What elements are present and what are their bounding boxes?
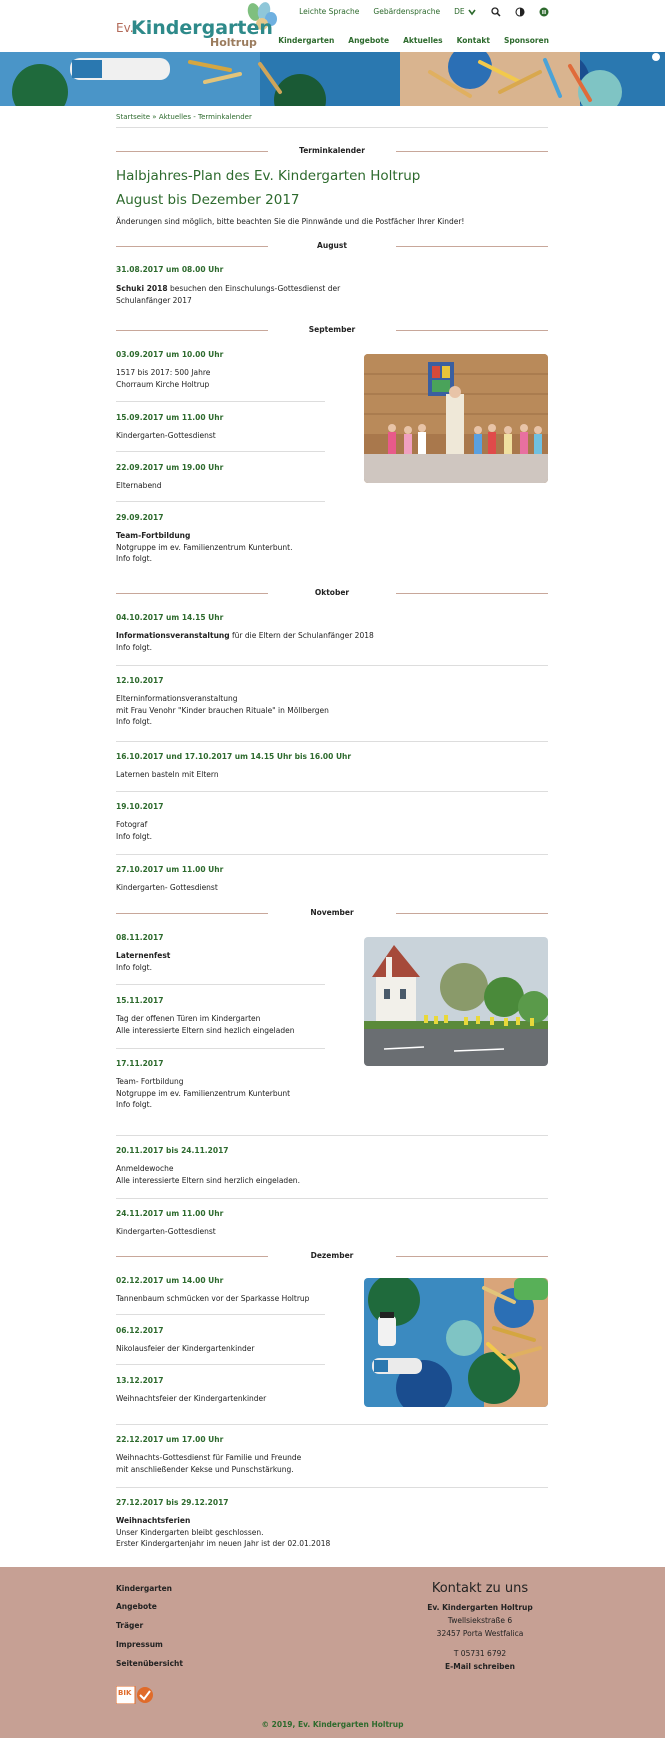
event-text — [116, 630, 374, 653]
intro-text: Änderungen sind möglich, bitte beachten Sie die Pinnwände und die Postfächer Ihrer Kinder! — [116, 217, 465, 226]
event-date: 08.11.2017 — [116, 933, 164, 942]
event-line: Erster Kindergartenjahr im neuen Jahr ist der 02.01.2018 — [116, 1539, 331, 1549]
section-title-divider — [116, 145, 548, 157]
footer-link-angebote[interactable]: Angebote — [116, 1602, 157, 1611]
section-title: Terminkalender — [299, 146, 365, 155]
event-line: Anmeldewoche — [116, 1164, 174, 1173]
event-separator — [116, 501, 325, 502]
event-line: Tag der offenen Türen im Kindergarten — [116, 1014, 261, 1023]
event-separator — [116, 1424, 548, 1425]
contact-street: Twellsiekstraße 6 — [447, 1616, 513, 1625]
event-separator — [116, 791, 548, 792]
event-date: 13.12.2017 — [116, 1376, 164, 1385]
event-bold: Schuki 2018 — [116, 284, 168, 293]
photo-lantern-walk — [364, 937, 548, 1066]
logo-ev: Ev. — [116, 21, 134, 35]
nav-aktuelles[interactable]: Aktuelles — [403, 36, 443, 45]
event-bold: Team-Fortbildung — [116, 531, 191, 540]
hero-image — [0, 52, 665, 106]
event-line: Laternen basteln mit Eltern — [116, 770, 219, 779]
event-text — [116, 1393, 266, 1405]
event-separator — [116, 984, 325, 985]
event-line: Info folgt. — [116, 642, 152, 652]
event-text — [116, 1515, 330, 1550]
event-date: 24.11.2017 um 11.00 Uhr — [116, 1209, 224, 1218]
event-line: Weihnachtsfeier der Kindergartenkinder — [116, 1394, 267, 1403]
event-date: 15.09.2017 um 11.00 Uhr — [116, 413, 224, 422]
event-line: mit Frau Venohr "Kinder brauchen Rituale" in Möllbergen — [116, 705, 329, 715]
month-label: September — [308, 325, 356, 334]
easy-language-link[interactable]: Leichte Sprache — [299, 7, 360, 16]
site-header — [0, 0, 665, 52]
event-line: Weihnachts-Gottesdienst für Familie und Freunde — [116, 1453, 302, 1462]
event-separator — [116, 1487, 548, 1488]
photo-craft-table — [364, 1278, 548, 1407]
contact-email-link[interactable]: E-Mail schreiben — [445, 1662, 515, 1671]
event-date: 17.11.2017 — [116, 1059, 164, 1068]
event-date: 06.12.2017 — [116, 1326, 164, 1335]
month-divider-november — [116, 907, 548, 919]
event-date: 27.12.2017 bis 29.12.2017 — [116, 1498, 229, 1507]
event-date: 16.10.2017 und 17.10.2017 um 14.15 Uhr bis 16.00 Uhr — [116, 752, 352, 761]
contact-city: 32457 Porta Westfalica — [436, 1629, 524, 1638]
event-date: 04.10.2017 um 14.15 Uhr — [116, 613, 224, 622]
event-line: Chorraum Kirche Holtrup — [116, 379, 210, 389]
event-bold: Laternenfest — [116, 951, 171, 960]
event-line: mit anschließender Kekse und Punschstärkung. — [116, 1464, 294, 1474]
top-nav — [299, 6, 549, 18]
event-separator — [116, 401, 325, 402]
event-separator — [116, 1048, 325, 1049]
event-date: 02.12.2017 um 14.00 Uhr — [116, 1276, 224, 1285]
month-label: Dezember — [310, 1251, 354, 1260]
event-text — [116, 367, 210, 390]
event-date: 20.11.2017 bis 24.11.2017 — [116, 1146, 229, 1155]
event-date: 22.12.2017 um 17.00 Uhr — [116, 1435, 224, 1444]
event-date: 15.11.2017 — [116, 996, 164, 1005]
event-text — [116, 1343, 254, 1355]
event-line: Kindergarten- Gottesdienst — [116, 883, 218, 892]
sign-language-link[interactable]: Gebärdensprache — [373, 7, 441, 16]
nav-sponsoren[interactable]: Sponsoren — [503, 36, 549, 45]
bik-badge[interactable] — [116, 1686, 156, 1704]
event-date: 22.09.2017 um 19.00 Uhr — [116, 463, 224, 472]
logo-kindergarten: Kindergarten — [131, 17, 273, 39]
event-line: Unser Kindergarten bleibt geschlossen. — [116, 1527, 264, 1537]
event-line: Info folgt. — [116, 554, 152, 564]
event-line: Tannenbaum schmücken vor der Sparkasse Holtrup — [116, 1294, 310, 1303]
breadcrumb-current[interactable]: Aktuelles - Terminkalender — [158, 113, 252, 121]
footer-link-traeger[interactable]: Träger — [116, 1621, 144, 1630]
event-line: Team- Fortbildung — [116, 1077, 184, 1086]
event-text — [116, 1013, 294, 1036]
event-separator — [116, 741, 548, 742]
event-text — [116, 283, 340, 306]
bik-badge-label: BIK — [118, 1689, 132, 1697]
chevron-down-icon — [467, 7, 477, 17]
footer-link-kindergarten[interactable]: Kindergarten — [116, 1584, 173, 1593]
photo-church-choir — [364, 354, 548, 483]
event-date: 27.10.2017 um 11.00 Uhr — [116, 865, 224, 874]
site-logo[interactable] — [116, 4, 276, 48]
event-rest: für die Eltern der Schulanfänger 2018 — [229, 631, 374, 640]
event-separator — [116, 1314, 325, 1315]
month-label: August — [317, 241, 347, 250]
event-rest: besuchen den Einschulungs-Gottesdienst der — [167, 284, 341, 293]
event-line: Elternabend — [116, 481, 162, 490]
event-separator — [116, 1364, 325, 1365]
event-line: Info folgt. — [116, 831, 152, 841]
contrast-icon[interactable] — [515, 7, 525, 17]
event-text — [116, 430, 216, 442]
event-date: 03.09.2017 um 10.00 Uhr — [116, 350, 224, 359]
event-text — [116, 1452, 301, 1475]
month-label: Oktober — [314, 588, 350, 597]
breadcrumb-divider — [116, 127, 548, 128]
event-date: 12.10.2017 — [116, 676, 164, 685]
month-label: November — [310, 908, 354, 917]
nav-kindergarten[interactable]: Kindergarten — [278, 36, 335, 45]
event-text — [116, 950, 170, 973]
breadcrumb-home[interactable]: Startseite — [116, 113, 151, 121]
event-bold: Informationsveranstaltung — [116, 631, 230, 640]
event-text — [116, 1293, 309, 1305]
footer-link-sitemap[interactable]: Seitenübersicht — [116, 1659, 183, 1668]
event-text — [116, 819, 152, 842]
event-line: Elterninformationsveranstaltung — [116, 694, 238, 703]
event-text — [116, 1226, 216, 1238]
event-line: Kindergarten-Gottesdienst — [116, 431, 216, 440]
event-date: 31.08.2017 um 08.00 Uhr — [116, 265, 224, 274]
main-nav — [278, 35, 549, 47]
logo-holtrup: Holtrup — [210, 36, 257, 49]
event-line: Notgruppe im ev. Familienzentrum Kunterbunt. — [116, 542, 293, 552]
pause-icon[interactable] — [539, 7, 549, 17]
page-subtitle: August bis Dezember 2017 — [116, 192, 300, 208]
event-date: 19.10.2017 — [116, 802, 164, 811]
event-text — [116, 1163, 300, 1186]
event-text — [116, 769, 219, 781]
event-line: Info folgt. — [116, 962, 152, 972]
site-footer — [0, 1567, 665, 1738]
language-value: DE — [454, 7, 465, 16]
search-icon[interactable] — [491, 7, 501, 17]
event-line: Nikolausfeier der Kindergartenkinder — [116, 1344, 255, 1353]
event-line: Info folgt. — [116, 717, 152, 727]
event-text — [116, 1076, 290, 1111]
contact-phone[interactable]: T 05731 6792 — [453, 1649, 507, 1658]
event-separator — [116, 1198, 548, 1199]
event-text — [116, 882, 218, 894]
event-line: Fotograf — [116, 820, 148, 829]
event-line: Alle interessierte Eltern sind herzlich eingeladen. — [116, 1175, 300, 1185]
event-line: Kindergarten-Gottesdienst — [116, 1227, 216, 1236]
event-separator — [116, 665, 548, 666]
event-separator — [116, 1135, 548, 1136]
month-divider-september — [116, 324, 548, 336]
contact-title: Kontakt zu uns — [431, 1581, 529, 1596]
nav-kontakt[interactable]: Kontakt — [456, 36, 490, 45]
event-text — [116, 480, 162, 492]
language-select[interactable] — [454, 6, 477, 18]
event-line: Notgruppe im ev. Familienzentrum Kunterbunt — [116, 1088, 291, 1098]
event-line: Alle interessierte Eltern sind hezlich eingeladen — [116, 1025, 295, 1035]
month-divider-oktober — [116, 587, 548, 599]
hero-banner — [0, 52, 665, 106]
event-separator — [116, 451, 325, 452]
breadcrumb-separator: » — [152, 113, 157, 121]
month-divider-august — [116, 240, 548, 252]
event-bold: Weihnachtsferien — [116, 1516, 191, 1525]
nav-angebote[interactable]: Angebote — [348, 36, 390, 45]
month-divider-dezember — [116, 1250, 548, 1262]
event-line: Info folgt. — [116, 1100, 152, 1110]
event-text — [116, 693, 329, 728]
event-line: 1517 bis 2017: 500 Jahre — [116, 368, 211, 377]
contact-name: Ev. Kindergarten Holtrup — [427, 1603, 533, 1612]
event-separator — [116, 854, 548, 855]
breadcrumb — [116, 112, 252, 123]
event-date: 29.09.2017 — [116, 513, 164, 522]
event-text — [116, 530, 292, 565]
copyright: © 2019, Ev. Kindergarten Holtrup — [261, 1720, 404, 1729]
page-title: Halbjahres-Plan des Ev. Kindergarten Holtrup — [116, 168, 421, 184]
footer-link-impressum[interactable]: Impressum — [116, 1640, 163, 1649]
event-line: Schulanfänger 2017 — [116, 295, 192, 305]
